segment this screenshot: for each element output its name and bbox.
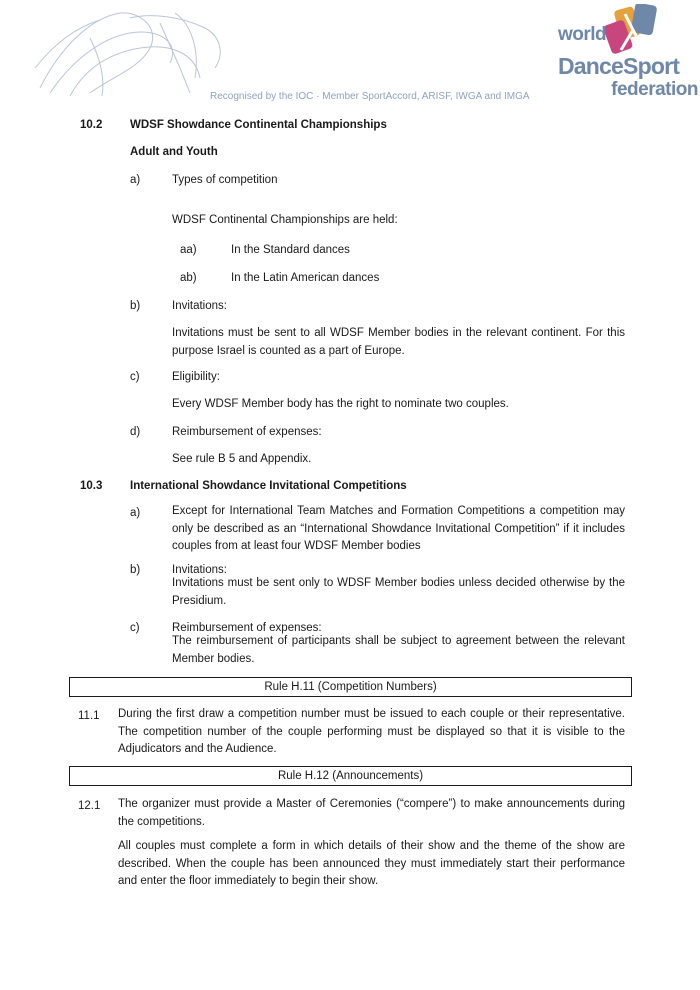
subitem-text: In the Latin American dances [231, 272, 380, 284]
logo-dancesport-text: DanceSport [558, 53, 680, 79]
rule-heading-box: Rule H.11 (Competition Numbers) [69, 677, 632, 697]
item-heading: Invitations: [172, 300, 227, 312]
dancer-sketch-graphic [30, 8, 230, 98]
rule-heading-box: Rule H.12 (Announcements) [69, 766, 632, 786]
subitem-label: aa) [180, 244, 197, 256]
rule-item-number: 12.1 [78, 800, 101, 812]
item-label: c) [130, 371, 140, 383]
item-heading: Reimbursement of expenses: [172, 426, 322, 438]
item-text: Invitations must be sent only to WDSF Member bodies unless decided otherwise by the Presidium. [172, 577, 625, 607]
section-number: 10.2 [80, 119, 103, 131]
item-text: See rule B 5 and Appendix. [172, 453, 312, 465]
item-text: WDSF Continental Championships are held: [172, 214, 398, 226]
logo-world-text: world [558, 24, 607, 45]
wdsf-logo [558, 4, 700, 104]
item-heading: Eligibility: [172, 371, 220, 383]
item-text: The reimbursement of participants shall be subject to agreement between the relevant Member bodies. [172, 635, 625, 665]
logo-federation-text: federation [611, 79, 698, 100]
subitem-text: In the Standard dances [231, 244, 350, 256]
item-label: a) [130, 174, 141, 186]
recognised-tagline: Recognised by the IOC · Member SportAccord, ARISF, IWGA and IMGA [210, 91, 530, 102]
section-title: International Showdance Invitational Competitions [130, 480, 407, 492]
rule-item-text: All couples must complete a form in which details of their show and the theme of the show are described. When the couple has been announced they must immediately start their performance and enter the floor immediately to begin their show. [118, 840, 625, 887]
section-title: WDSF Showdance Continental Championships [130, 119, 387, 131]
item-heading: Types of competition [172, 174, 278, 186]
item-text: Except for International Team Matches and Formation Competitions a competition may only be described as an “International Showdance Invitational Competition” if it includes couples from at least four WDSF Member bodies [172, 505, 625, 552]
item-label: a) [130, 507, 141, 519]
dancer-emblem-icon [603, 4, 665, 59]
item-label: b) [130, 300, 141, 312]
item-heading: Invitations: [172, 564, 227, 576]
item-heading: Reimbursement of expenses: [172, 622, 322, 634]
rule-item-number: 11.1 [78, 710, 100, 722]
rule-item-text: During the first draw a competition number must be issued to each couple or their representative. The competition number of the couple performing must be displayed so that it is visible to the Adjudicators and the Audience. [118, 708, 625, 755]
item-label: c) [130, 622, 140, 634]
item-label: b) [130, 564, 141, 576]
section-subtitle: Adult and Youth [130, 146, 218, 158]
rule-item-text: The organizer must provide a Master of Ceremonies (“compere”) to make announcements during the competitions. [118, 798, 625, 828]
item-label: d) [130, 426, 141, 438]
section-number: 10.3 [80, 480, 103, 492]
item-text: Every WDSF Member body has the right to nominate two couples. [172, 398, 509, 410]
subitem-label: ab) [180, 272, 197, 284]
item-text: Invitations must be sent to all WDSF Member bodies in the relevant continent. For this purpose Israel is counted as a part of Europe. [172, 327, 625, 357]
